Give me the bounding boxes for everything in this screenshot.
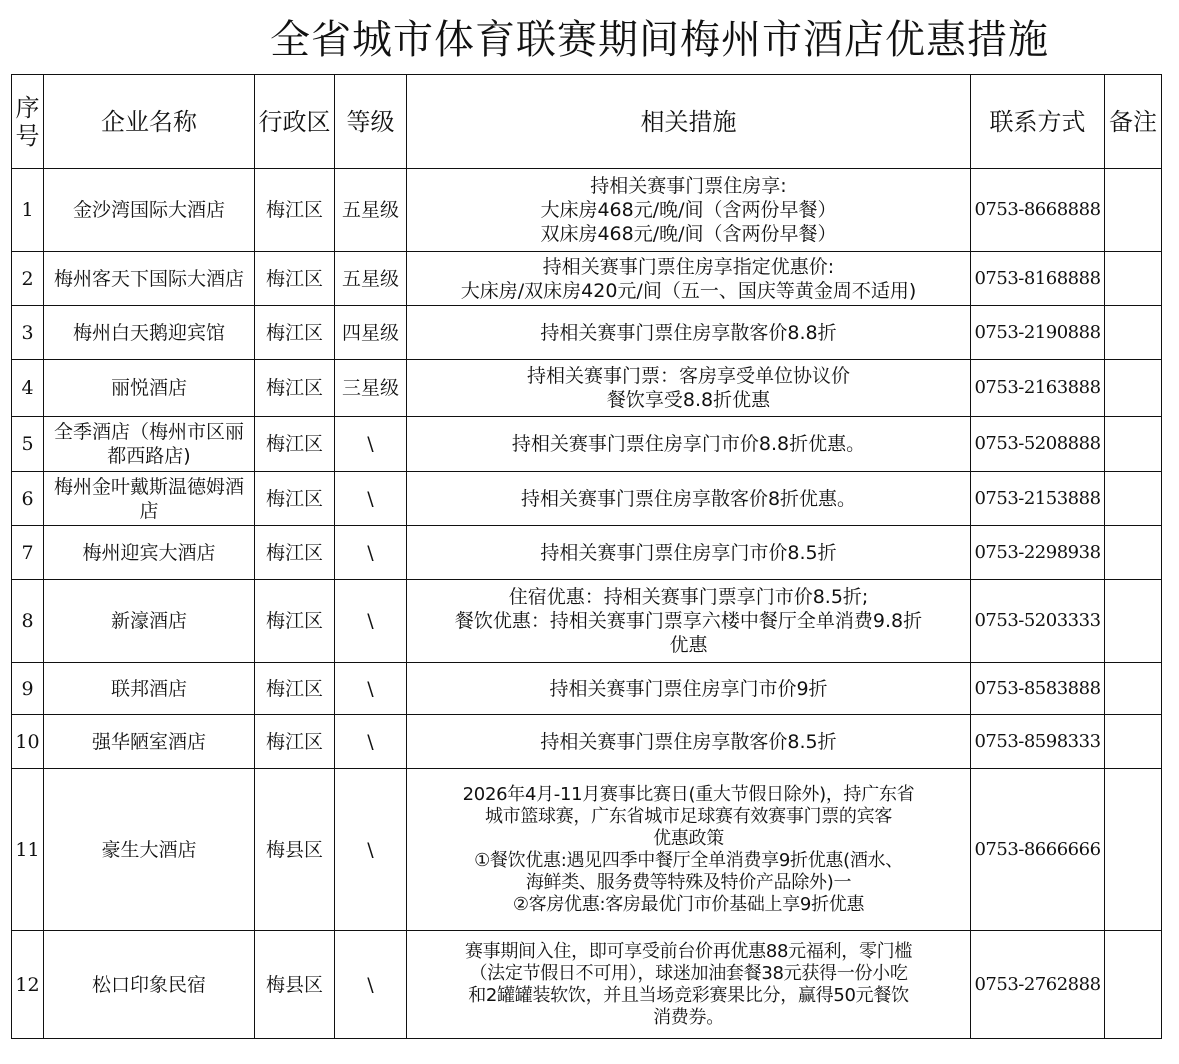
hotel-name: 梅州迎宾大酒店 [44, 526, 255, 580]
measures [407, 715, 971, 769]
contact-phone: 0753-5208888 [971, 417, 1105, 472]
remark [1105, 472, 1162, 526]
remark [1105, 252, 1162, 306]
measure-line: 赛事期间入住，即可享受前台价再优惠88元福利，零门槛 [464, 940, 913, 962]
measure-line: 持相关赛事门票：客房享受单位协议价 [526, 365, 850, 387]
contact-phone: 0753-8168888 [971, 252, 1105, 306]
measure-line: 持相关赛事门票住房享门市价8.8折优惠。 [511, 433, 866, 455]
hotel-name: 梅州金叶戴斯温德姆酒店 [44, 472, 255, 526]
measure-line: 持相关赛事门票住房享门市价8.5折 [540, 541, 837, 564]
header-name: 企业名称 [44, 75, 255, 169]
table-row [12, 252, 1162, 306]
table-row [12, 931, 1162, 1039]
row-index: 3 [12, 306, 44, 360]
grade: \ [335, 417, 407, 472]
measure-line: 持相关赛事门票住房享散客价8.8折 [540, 321, 837, 344]
district: 梅江区 [255, 715, 335, 769]
measures [407, 360, 971, 417]
row-index: 12 [12, 931, 44, 1039]
measure-line: 和2罐罐装软饮，并且当场竞彩赛果比分，赢得50元餐饮 [468, 984, 909, 1006]
table-row [12, 526, 1162, 580]
table-header-row [12, 75, 1162, 169]
table-row [12, 306, 1162, 360]
header-grade: 等级 [335, 75, 407, 169]
measure-line: 大床房/双床房420元/间（五一、国庆等黄金周不适用) [460, 279, 917, 302]
table-row [12, 715, 1162, 769]
measures [407, 169, 971, 252]
measure-line: 双床房468元/晚/间（含两份早餐） [540, 223, 837, 245]
row-index: 9 [12, 663, 44, 715]
measure-line: 持相关赛事门票住房享指定优惠价: [542, 255, 835, 278]
remark [1105, 715, 1162, 769]
district: 梅江区 [255, 360, 335, 417]
contact-phone: 0753-5203333 [971, 580, 1105, 663]
row-index: 1 [12, 169, 44, 252]
district: 梅江区 [255, 306, 335, 360]
hotel-name: 豪生大酒店 [44, 769, 255, 931]
hotel-name: 全季酒店（梅州市区丽都西路店) [44, 417, 255, 472]
header-measures: 相关措施 [407, 75, 971, 169]
remark [1105, 306, 1162, 360]
remark [1105, 769, 1162, 931]
remark [1105, 663, 1162, 715]
table-row [12, 580, 1162, 663]
measure-line: 持相关赛事门票住房享门市价9折 [549, 677, 828, 700]
contact-phone: 0753-2153888 [971, 472, 1105, 526]
measure-line: 持相关赛事门票住房享: [590, 175, 787, 197]
hotel-name: 梅州白天鹅迎宾馆 [44, 306, 255, 360]
district: 梅江区 [255, 580, 335, 663]
grade: 四星级 [335, 306, 407, 360]
table-row [12, 663, 1162, 715]
district: 梅江区 [255, 472, 335, 526]
measure-line: ②客房优惠:客房最优门市价基础上享9折优惠 [512, 893, 865, 915]
row-index: 6 [12, 472, 44, 526]
district: 梅江区 [255, 252, 335, 306]
document-title: 全省城市体育联赛期间梅州市酒店优惠措施 [270, 17, 1049, 63]
measure-line: 餐饮优惠：持相关赛事门票享六楼中餐厅全单消费9.8折 [454, 610, 923, 632]
row-index: 10 [12, 715, 44, 769]
hotel-name: 梅州客天下国际大酒店 [44, 252, 255, 306]
row-index: 11 [12, 769, 44, 931]
row-index: 7 [12, 526, 44, 580]
contact-phone: 0753-2163888 [971, 360, 1105, 417]
contact-phone: 0753-8598333 [971, 715, 1105, 769]
measure-line: 消费券。 [653, 1006, 724, 1028]
remark [1105, 931, 1162, 1039]
remark [1105, 360, 1162, 417]
remark [1105, 417, 1162, 472]
table-row [12, 169, 1162, 252]
measures [407, 526, 971, 580]
district: 梅县区 [255, 769, 335, 931]
remark [1105, 169, 1162, 252]
hotel-discount-table [11, 74, 1162, 1039]
hotel-name: 丽悦酒店 [44, 360, 255, 417]
measures [407, 580, 971, 663]
row-index: 8 [12, 580, 44, 663]
header-index: 序号 [12, 75, 44, 169]
contact-phone: 0753-2298938 [971, 526, 1105, 580]
row-index: 2 [12, 252, 44, 306]
table-row [12, 472, 1162, 526]
contact-phone: 0753-8583888 [971, 663, 1105, 715]
grade: 五星级 [335, 252, 407, 306]
grade: \ [335, 663, 407, 715]
grade: \ [335, 472, 407, 526]
hotel-name: 强华陋室酒店 [44, 715, 255, 769]
grade: \ [335, 580, 407, 663]
grade: \ [335, 931, 407, 1039]
remark [1105, 580, 1162, 663]
grade: 三星级 [335, 360, 407, 417]
hotel-name: 联邦酒店 [44, 663, 255, 715]
measure-line: （法定节假日不可用），球迷加油套餐38元获得一份小吃 [469, 962, 908, 984]
district: 梅江区 [255, 526, 335, 580]
contact-phone: 0753-8666666 [971, 769, 1105, 931]
district: 梅县区 [255, 931, 335, 1039]
grade: \ [335, 715, 407, 769]
hotel-name: 松口印象民宿 [44, 931, 255, 1039]
measures [407, 306, 971, 360]
grade: 五星级 [335, 169, 407, 252]
measure-line: ①餐饮优惠:遇见四季中餐厅全单消费享9折优惠(酒水、 [474, 849, 903, 871]
measure-line: 餐饮享受8.8折优惠 [606, 389, 771, 411]
table-row [12, 769, 1162, 931]
hotel-name: 金沙湾国际大酒店 [44, 169, 255, 252]
grade: \ [335, 769, 407, 931]
measure-line: 海鲜类、服务费等特殊及特价产品除外)一 [525, 871, 852, 893]
contact-phone: 0753-2190888 [971, 306, 1105, 360]
remark [1105, 526, 1162, 580]
grade: \ [335, 526, 407, 580]
measure-line: 优惠政策 [653, 827, 724, 849]
measure-line: 大床房468元/晚/间（含两份早餐） [540, 199, 837, 221]
measures [407, 472, 971, 526]
row-index: 5 [12, 417, 44, 472]
district: 梅江区 [255, 663, 335, 715]
row-index: 4 [12, 360, 44, 417]
header-contact: 联系方式 [971, 75, 1105, 169]
header-remarks: 备注 [1105, 75, 1162, 169]
measures [407, 417, 971, 472]
contact-phone: 0753-8668888 [971, 169, 1105, 252]
contact-phone: 0753-2762888 [971, 931, 1105, 1039]
measure-line: 住宿优惠：持相关赛事门票享门市价8.5折; [508, 586, 869, 608]
measures [407, 663, 971, 715]
header-district: 行政区 [255, 75, 335, 169]
table-row [12, 417, 1162, 472]
measures [407, 931, 971, 1039]
measures [407, 252, 971, 306]
district: 梅江区 [255, 169, 335, 252]
measure-line: 城市篮球赛，广东省城市足球赛有效赛事门票的宾客 [484, 805, 893, 827]
measures [407, 769, 971, 931]
measure-line: 2026年4月-11月赛事比赛日(重大节假日除外)，持广东省 [462, 783, 915, 805]
measure-line: 持相关赛事门票住房享散客价8折优惠。 [520, 487, 857, 510]
hotel-name: 新濠酒店 [44, 580, 255, 663]
measure-line: 持相关赛事门票住房享散客价8.5折 [540, 730, 837, 753]
district: 梅江区 [255, 417, 335, 472]
measure-line: 优惠 [669, 634, 708, 656]
table-row [12, 360, 1162, 417]
